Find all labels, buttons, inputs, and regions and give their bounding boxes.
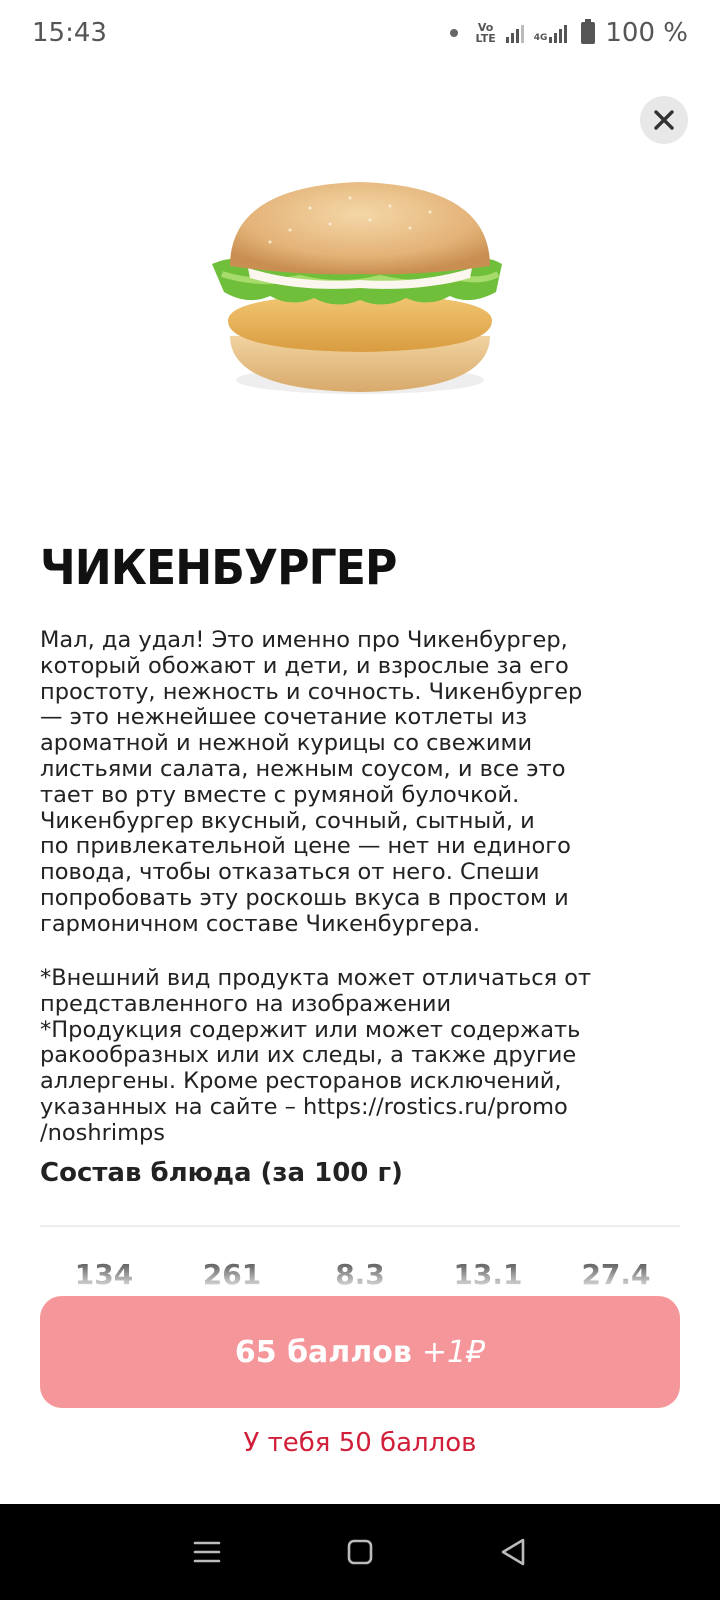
nutrition-value: 27.4 — [581, 1258, 651, 1291]
status-icons — [450, 18, 688, 48]
signal-icon-1 — [506, 23, 524, 43]
system-nav-bar — [0, 1504, 720, 1600]
chickenburger-image — [200, 168, 520, 408]
triangle-back-icon — [499, 1537, 527, 1567]
menu-lines-icon — [193, 1540, 221, 1564]
composition-title: Состав блюда (за 100 г) — [40, 1158, 403, 1188]
nutrition-value: 261 — [202, 1258, 262, 1291]
network-type-icon: 4G — [534, 23, 568, 43]
nutrition-value: 134 — [74, 1258, 134, 1291]
battery-icon — [581, 22, 595, 44]
notification-dot-icon — [450, 29, 458, 37]
close-icon — [653, 109, 675, 131]
back-button[interactable] — [483, 1522, 543, 1582]
product-notes: *Внешний вид продукта может отличаться от представленного на изображении *Продукция содержит или может содержать ракообразных или их следы, а также другие аллергены. Кроме ресторанов исключений, указанных на сайте – https://rostics.ru/promo /noshrimps — [40, 965, 592, 1146]
nutrition-value: 13.1 — [453, 1258, 523, 1291]
buy-for-points-button[interactable] — [40, 1296, 680, 1408]
recent-apps-button[interactable] — [177, 1522, 237, 1582]
status-time: 15:43 — [32, 18, 107, 48]
price-label: 65 баллов — [234, 1334, 412, 1370]
points-balance: У тебя 50 баллов — [243, 1428, 477, 1458]
close-button[interactable] — [640, 96, 688, 144]
price-extra: +1₽ — [421, 1334, 486, 1370]
nutrition-value: 8.3 — [335, 1258, 385, 1291]
status-bar — [0, 0, 720, 66]
square-icon — [347, 1539, 373, 1565]
product-title: ЧИКЕНБУРГЕР — [40, 540, 397, 596]
battery-level: 100 % — [605, 18, 688, 48]
product-description: Мал, да удал! Это именно про Чикенбургер, который обожают и дети, и взрослые за его простоту, нежность и сочность. Чикенбургер — это нежнейшее сочетание котлеты из ароматной и нежной курицы со свежими листьями салата, нежным соусом, и все это тает во рту вместе с румяной булочкой. Чикенбургер вкусный, сочный, сытный, и по привлекательной цене — нет ни единого повода, чтобы отказаться от него. Спеши попробовать эту роскошь вкуса в простом и гармоничном составе Чикенбургера. — [40, 627, 583, 937]
volte-icon: Vo LTE — [475, 21, 496, 45]
divider — [40, 1225, 680, 1227]
home-button[interactable] — [330, 1522, 390, 1582]
nutrition-values — [40, 1258, 680, 1298]
